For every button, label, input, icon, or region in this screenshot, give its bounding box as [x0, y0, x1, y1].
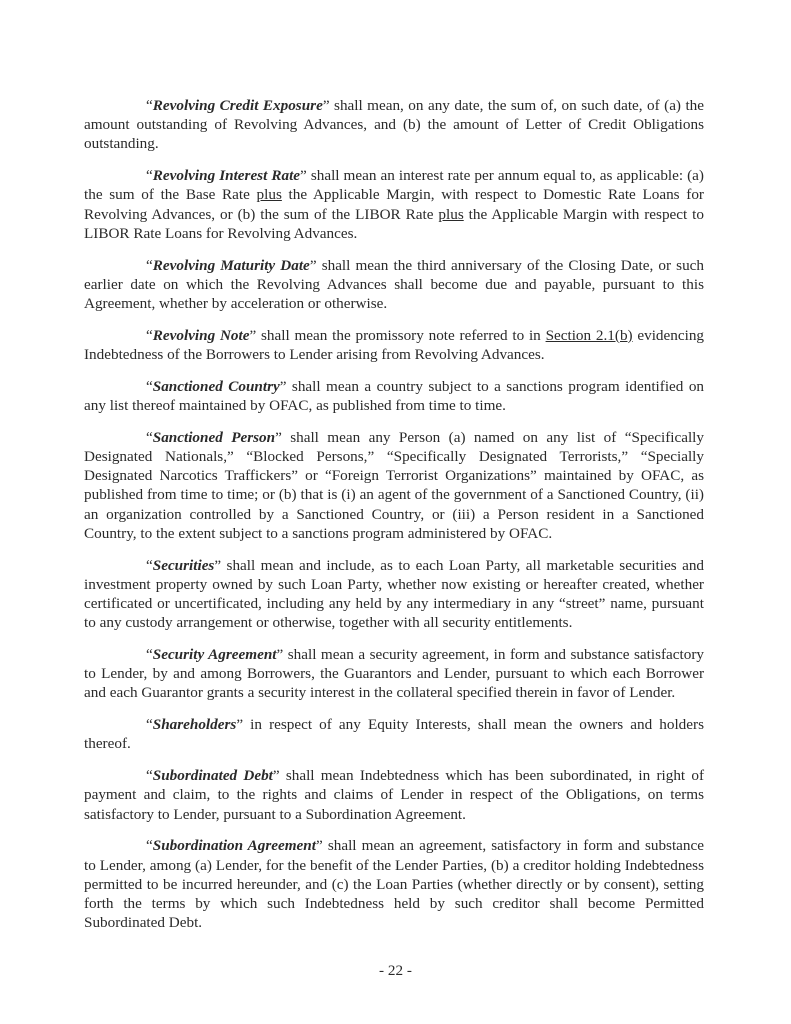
definition-paragraph: “Securities” shall mean and include, as to each Loan Party, all marketable securities and investment property owned by such Loan Party, whether now existing or hereafter created, whether certificated or uncertificated, including any held by any intermediary in any “street” name, pursuant to any custody arrangement or otherwise, together with all security entitlements.	[84, 556, 705, 632]
definition-text: shall mean any Person (a) named on any list of “Specifically Designated Nationals,” “Blocked Persons,” “Specifically Designated Terrorists,” “Specially Designated Narcotics Traffickers” or “Foreign Terrorist Organizations” maintained by OFAC, as published from time to time; or (b) that is (i) an agent of the government of a Sanctioned Country, (ii) an organization controlled by a Sanctioned Country, or (iii) a Person resident in a Sanctioned Country, to the extent subject to a sanctions program administered by OFAC.	[84, 428, 704, 542]
defined-term: Subordination Agreement	[152, 837, 316, 855]
defined-term: Shareholders	[152, 716, 237, 734]
definition-paragraph: “Sanctioned Person” shall mean any Person (a) named on any list of “Specifically Designated Nationals,” “Blocked Persons,” “Specifically Designated Terrorists,” “Specially Designated Narcotics Traffickers” or “Foreign Terrorist Organizations” maintained by OFAC, as published from time to time; or (b) that is (i) an agent of the government of a Sanctioned Country, (ii) an organization controlled by a Sanctioned Country, or (iii) a Person resident in a Sanctioned Country, to the extent subject to a sanctions program administered by OFAC.	[84, 428, 704, 542]
underlined-text: plus	[256, 186, 282, 204]
definition-paragraph: “Security Agreement” shall mean a security agreement, in form and substance satisfactory to Lender, by and among Borrowers, the Guarantors and Lender, pursuant to which each Borrower and each Guarantor grants a security interest in the collateral specified therein in favor of Lender.	[84, 646, 704, 702]
definition-text: shall mean a country subject to a sanctions program identified on any list thereof maintained by OFAC, as published from time to time.	[84, 377, 705, 415]
defined-term: Subordinated Debt	[152, 767, 273, 785]
document-body	[84, 96, 704, 945]
definition-paragraph: “Subordinated Debt” shall mean Indebtedness which has been subordinated, in right of payment and claim, to the rights and claims of Lender in respect of the Obligations, on terms satisfactory to Lender, pursuant to a Subordination Agreement.	[84, 767, 705, 823]
definition-text: the Applicable Margin, with respect to Domestic Rate Loans for Revolving Advances, or (b) the sum of the LIBOR Rate	[84, 186, 704, 223]
definition-text: shall mean and include, as to each Loan Party, all marketable securities and investment property owned by such Loan Party, whether now existing or hereafter created, whether certificated or uncertificated, including any held by any intermediary in any “street” name, pursuant to any custody arrangement or otherwise, together with all security entitlements.	[84, 556, 705, 632]
definition-text: evidencing Indebtedness of the Borrowers to Lender arising from Revolving Advances.	[84, 326, 705, 364]
defined-term: Sanctioned Country	[152, 377, 280, 395]
definition-paragraph: “Sanctioned Country” shall mean a country subject to a sanctions program identified on any list thereof maintained by OFAC, as published from time to time.	[84, 377, 705, 415]
definition-text: shall mean the third anniversary of the Closing Date, or such earlier date on which the Revolving Advances shall become due and payable, pursuant to this Agreement, whether by acceleration or otherwise.	[84, 256, 705, 313]
definition-text: shall mean Indebtedness which has been subordinated, in right of payment and claim, to the rights and claims of Lender in respect of the Obligations, on terms satisfactory to Lender, pursuant to a Subordination Agreement.	[84, 767, 705, 823]
defined-term: Revolving Interest Rate	[152, 167, 301, 185]
defined-term: Sanctioned Person	[152, 428, 276, 446]
definition-text: shall mean the promissory note referred to in	[261, 326, 546, 344]
defined-term: Revolving Credit Exposure	[152, 97, 323, 114]
definition-paragraph: “Shareholders” in respect of any Equity Interests, shall mean the owners and holders thereof.	[84, 716, 704, 753]
definition-paragraph: “Revolving Interest Rate” shall mean an interest rate per annum equal to, as applicable: (a) the sum of the Base Rate plus the Applicable Margin, with respect to Domestic Rate Loans for Revolving Advances, or (b) the sum of the LIBOR Rate plus the Applicable Margin with respect to LIBOR Rate Loans for Revolving Advances.	[84, 167, 704, 242]
definition-text: shall mean an interest rate per annum equal to, as applicable: (a) the sum of the Base Rate	[84, 167, 704, 204]
defined-term: Revolving Maturity Date	[152, 256, 310, 274]
definition-paragraph: “Revolving Note” shall mean the promissory note referred to in Section 2.1(b) evidencing Indebtedness of the Borrowers to Lender arising from Revolving Advances.	[84, 326, 705, 364]
definition-paragraph: “Revolving Maturity Date” shall mean the third anniversary of the Closing Date, or such earlier date on which the Revolving Advances shall become due and payable, pursuant to this Agreement, whether by acceleration or otherwise.	[84, 256, 705, 313]
definition-text: the Applicable Margin with respect to LIBOR Rate Loans for Revolving Advances.	[84, 205, 704, 242]
underlined-text: plus	[438, 205, 464, 223]
definition-text: shall mean, on any date, the sum of, on such date, of (a) the amount outstanding of Revolving Advances, and (b) the amount of Letter of Credit Obligations outstanding.	[84, 97, 704, 153]
definition-paragraph: “Revolving Credit Exposure” shall mean, on any date, the sum of, on such date, of (a) the amount outstanding of Revolving Advances, and (b) the amount of Letter of Credit Obligations outstanding.	[84, 97, 704, 153]
definition-text: shall mean a security agreement, in form and substance satisfactory to Lender, by and among Borrowers, the Guarantors and Lender, pursuant to which each Borrower and each Guarantor grants a security interest in the collateral specified therein in favor of Lender.	[84, 646, 704, 702]
definition-text: shall mean an agreement, satisfactory in form and substance to Lender, among (a) Lender, for the benefit of the Lender Parties, (b) a creditor holding Indebtedness permitted to be incurred hereunder, and (c) the Loan Parties (whether directly or by consent), setting forth the terms by which such Indebtedness held by such creditor shall become Permitted Subordinated Debt.	[84, 837, 704, 932]
underlined-text: Section 2.1(b)	[545, 326, 633, 344]
definition-text: in respect of any Equity Interests, shall mean the owners and holders thereof.	[84, 716, 704, 753]
page-number: - 22 -	[379, 962, 412, 979]
defined-term: Securities	[152, 556, 215, 574]
defined-term: Security Agreement	[152, 646, 277, 664]
definition-paragraph: “Subordination Agreement” shall mean an agreement, satisfactory in form and substance to Lender, among (a) Lender, for the benefit of the Lender Parties, (b) a creditor holding Indebtedness permitted to be incurred hereunder, and (c) the Loan Parties (whether directly or by consent), setting forth the terms by which such Indebtedness held by such creditor shall become Permitted Subordinated Debt.	[84, 837, 704, 932]
defined-term: Revolving Note	[152, 326, 250, 344]
